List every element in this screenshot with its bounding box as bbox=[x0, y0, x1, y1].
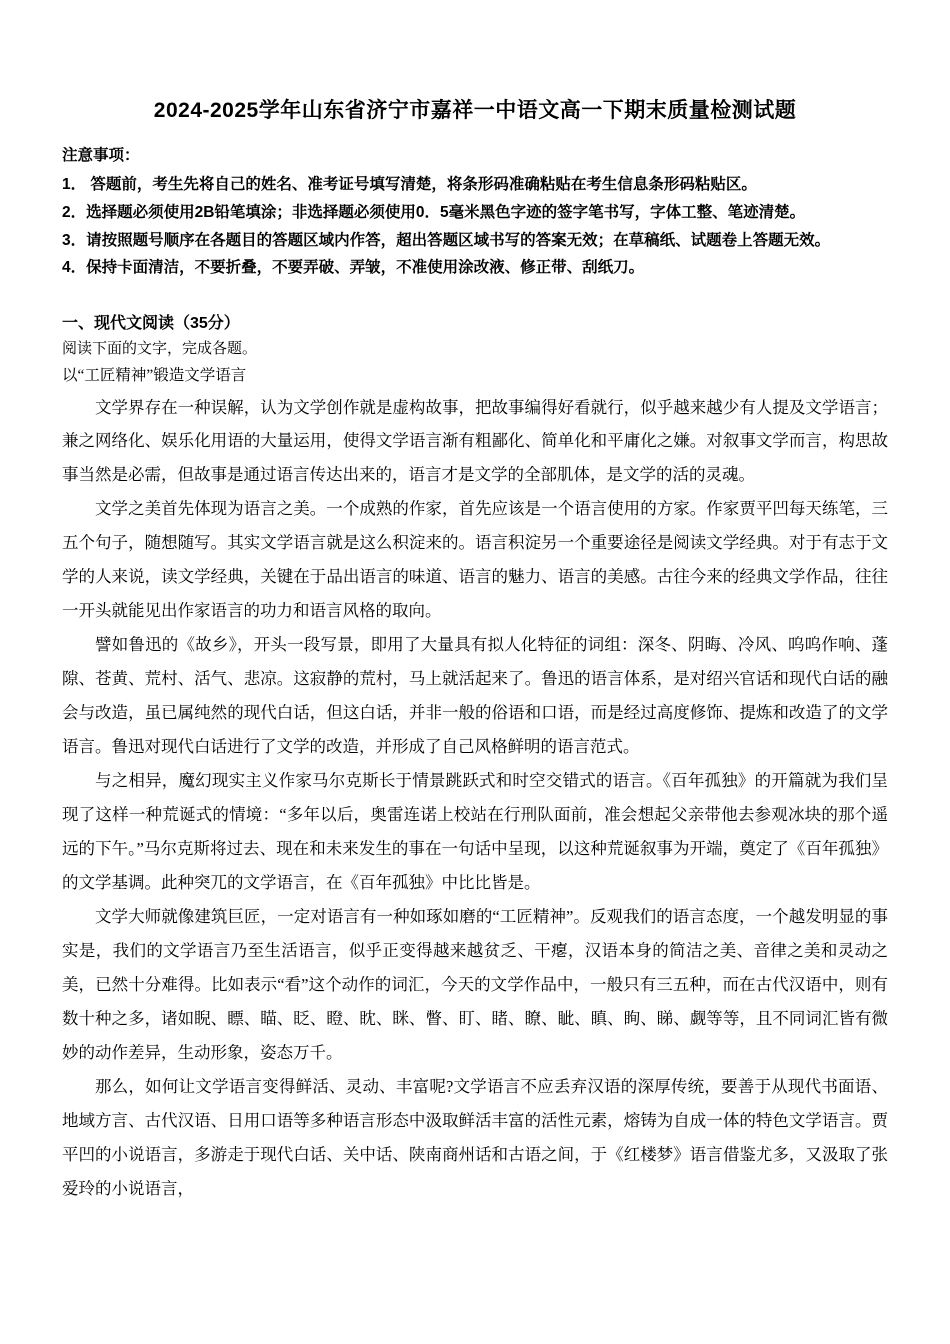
notice-item: 3．请按照题号顺序在各题目的答题区域内作答，超出答题区域书写的答案无效；在草稿纸、试题卷上答题无效。 bbox=[62, 231, 831, 249]
article-paragraph: 譬如鲁迅的《故乡》，开头一段写景，即用了大量具有拟人化特征的词组：深冬、阴晦、冷风、呜呜作响、蓬隙、苍黄、荒村、活气、悲凉。这寂静的荒村，马上就活起来了。鲁迅的语言体系，是对绍兴官话和现代白话的融会与改造，虽已属纯然的现代白话，但这白话，并非一般的俗语和口语，而是经过高度修饰、提炼和改造了的文学语言。鲁迅对现代白话进行了文学的改造，并形成了自己风格鲜明的语言范式。 bbox=[62, 635, 888, 757]
notice-heading: 注意事项： bbox=[62, 147, 140, 165]
notice-item: 1． 答题前，考生先将自己的姓名、准考证号填写清楚，将条形码准确粘贴在考生信息条形码粘贴区。 bbox=[62, 176, 757, 194]
article-paragraph: 那么，如何让文学语言变得鲜活、灵动、丰富呢?文学语言不应丢弃汉语的深厚传统，要善于从现代书面语、地域方言、古代汉语、日用口语等多种语言形态中汲取鲜活丰富的活性元素，熔铸为自成一体的特色文学语言。贾平凹的小说语言，多游走于现代白话、关中话、陕南商州话和古语之间，于《红楼梦》语言借鉴尤多，又汲取了张爱玲的小说语言， bbox=[62, 1077, 888, 1199]
article-paragraph: 文学界存在一种误解，认为文学创作就是虚构故事，把故事编得好看就行，似乎越来越少有人提及文学语言；兼之网络化、娱乐化用语的大量运用，使得文学语言渐有粗鄙化、简单化和平庸化之嫌。对叙事文学而言，构思故事当然是必需，但故事是通过语言传达出来的，语言才是文学的全部肌体，是文学的活的灵魂。 bbox=[62, 397, 888, 485]
section-heading: 一、现代文阅读（35分） bbox=[62, 314, 240, 332]
page-title: 2024-2025学年山东省济宁市嘉祥一中语文高一下期末质量检测试题 bbox=[153, 99, 797, 122]
article-paragraph: 文学大师就像建筑巨匠，一定对语言有一种如琢如磨的“工匠精神”。反观我们的语言态度，一个越发明显的事实是，我们的文学语言乃至生活语言，似乎正变得越来越贫乏、干瘪，汉语本身的简洁之美、音律之美和灵动之美，已然十分难得。比如表示“看”这个动作的词汇，今天的文学作品中，一般只有三五种，而在古代汉语中，则有数十种之多，诸如睨、瞟、瞄、眨、瞪、眈、眯、瞥、盯、睹、瞭、眦、瞋、眴、睇、觑等等，且不同词汇皆有微妙的动作差异，生动形象，姿态万千。 bbox=[62, 907, 888, 1063]
article-paragraph: 文学之美首先体现为语言之美。一个成熟的作家，首先应该是一个语言使用的方家。作家贾平凹每天练笔，三五个句子，随想随写。其实文学语言就是这么积淀来的。语言积淀另一个重要途径是阅读文学经典。对于有志于文学的人来说，读文学经典，关键在于品出语言的味道、语言的魅力、语言的美感。古往今来的经典文学作品，往往一开头就能见出作家语言的功力和语言风格的取向。 bbox=[62, 499, 888, 621]
section-instruction: 阅读下面的文字，完成各题。 bbox=[62, 339, 258, 357]
notice-item: 4．保持卡面清洁，不要折叠，不要弄破、弄皱，不准使用涂改液、修正带、刮纸刀。 bbox=[62, 259, 645, 277]
notice-list bbox=[62, 171, 888, 281]
article-title: 以“工匠精神”锻造文学语言 bbox=[62, 366, 247, 384]
article-paragraph: 与之相异，魔幻现实主义作家马尔克斯长于情景跳跃式和时空交错式的语言。《百年孤独》的开篇就为我们呈现了这样一种荒诞式的情境：“多年以后，奥雷连诺上校站在行刑队面前，准会想起父亲带他去参观冰块的那个遥远的下午。”马尔克斯将过去、现在和未来发生的事在一句话中呈现，以这种荒诞叙事为开端，奠定了《百年孤独》的文学基调。此种突兀的文学语言，在《百年孤独》中比比皆是。 bbox=[62, 771, 888, 893]
notice-item: 2．选择题必须使用2B铅笔填涂；非选择题必须使用0．5毫米黑色字迹的签字笔书写，字体工整、笔迹清楚。 bbox=[62, 203, 806, 221]
